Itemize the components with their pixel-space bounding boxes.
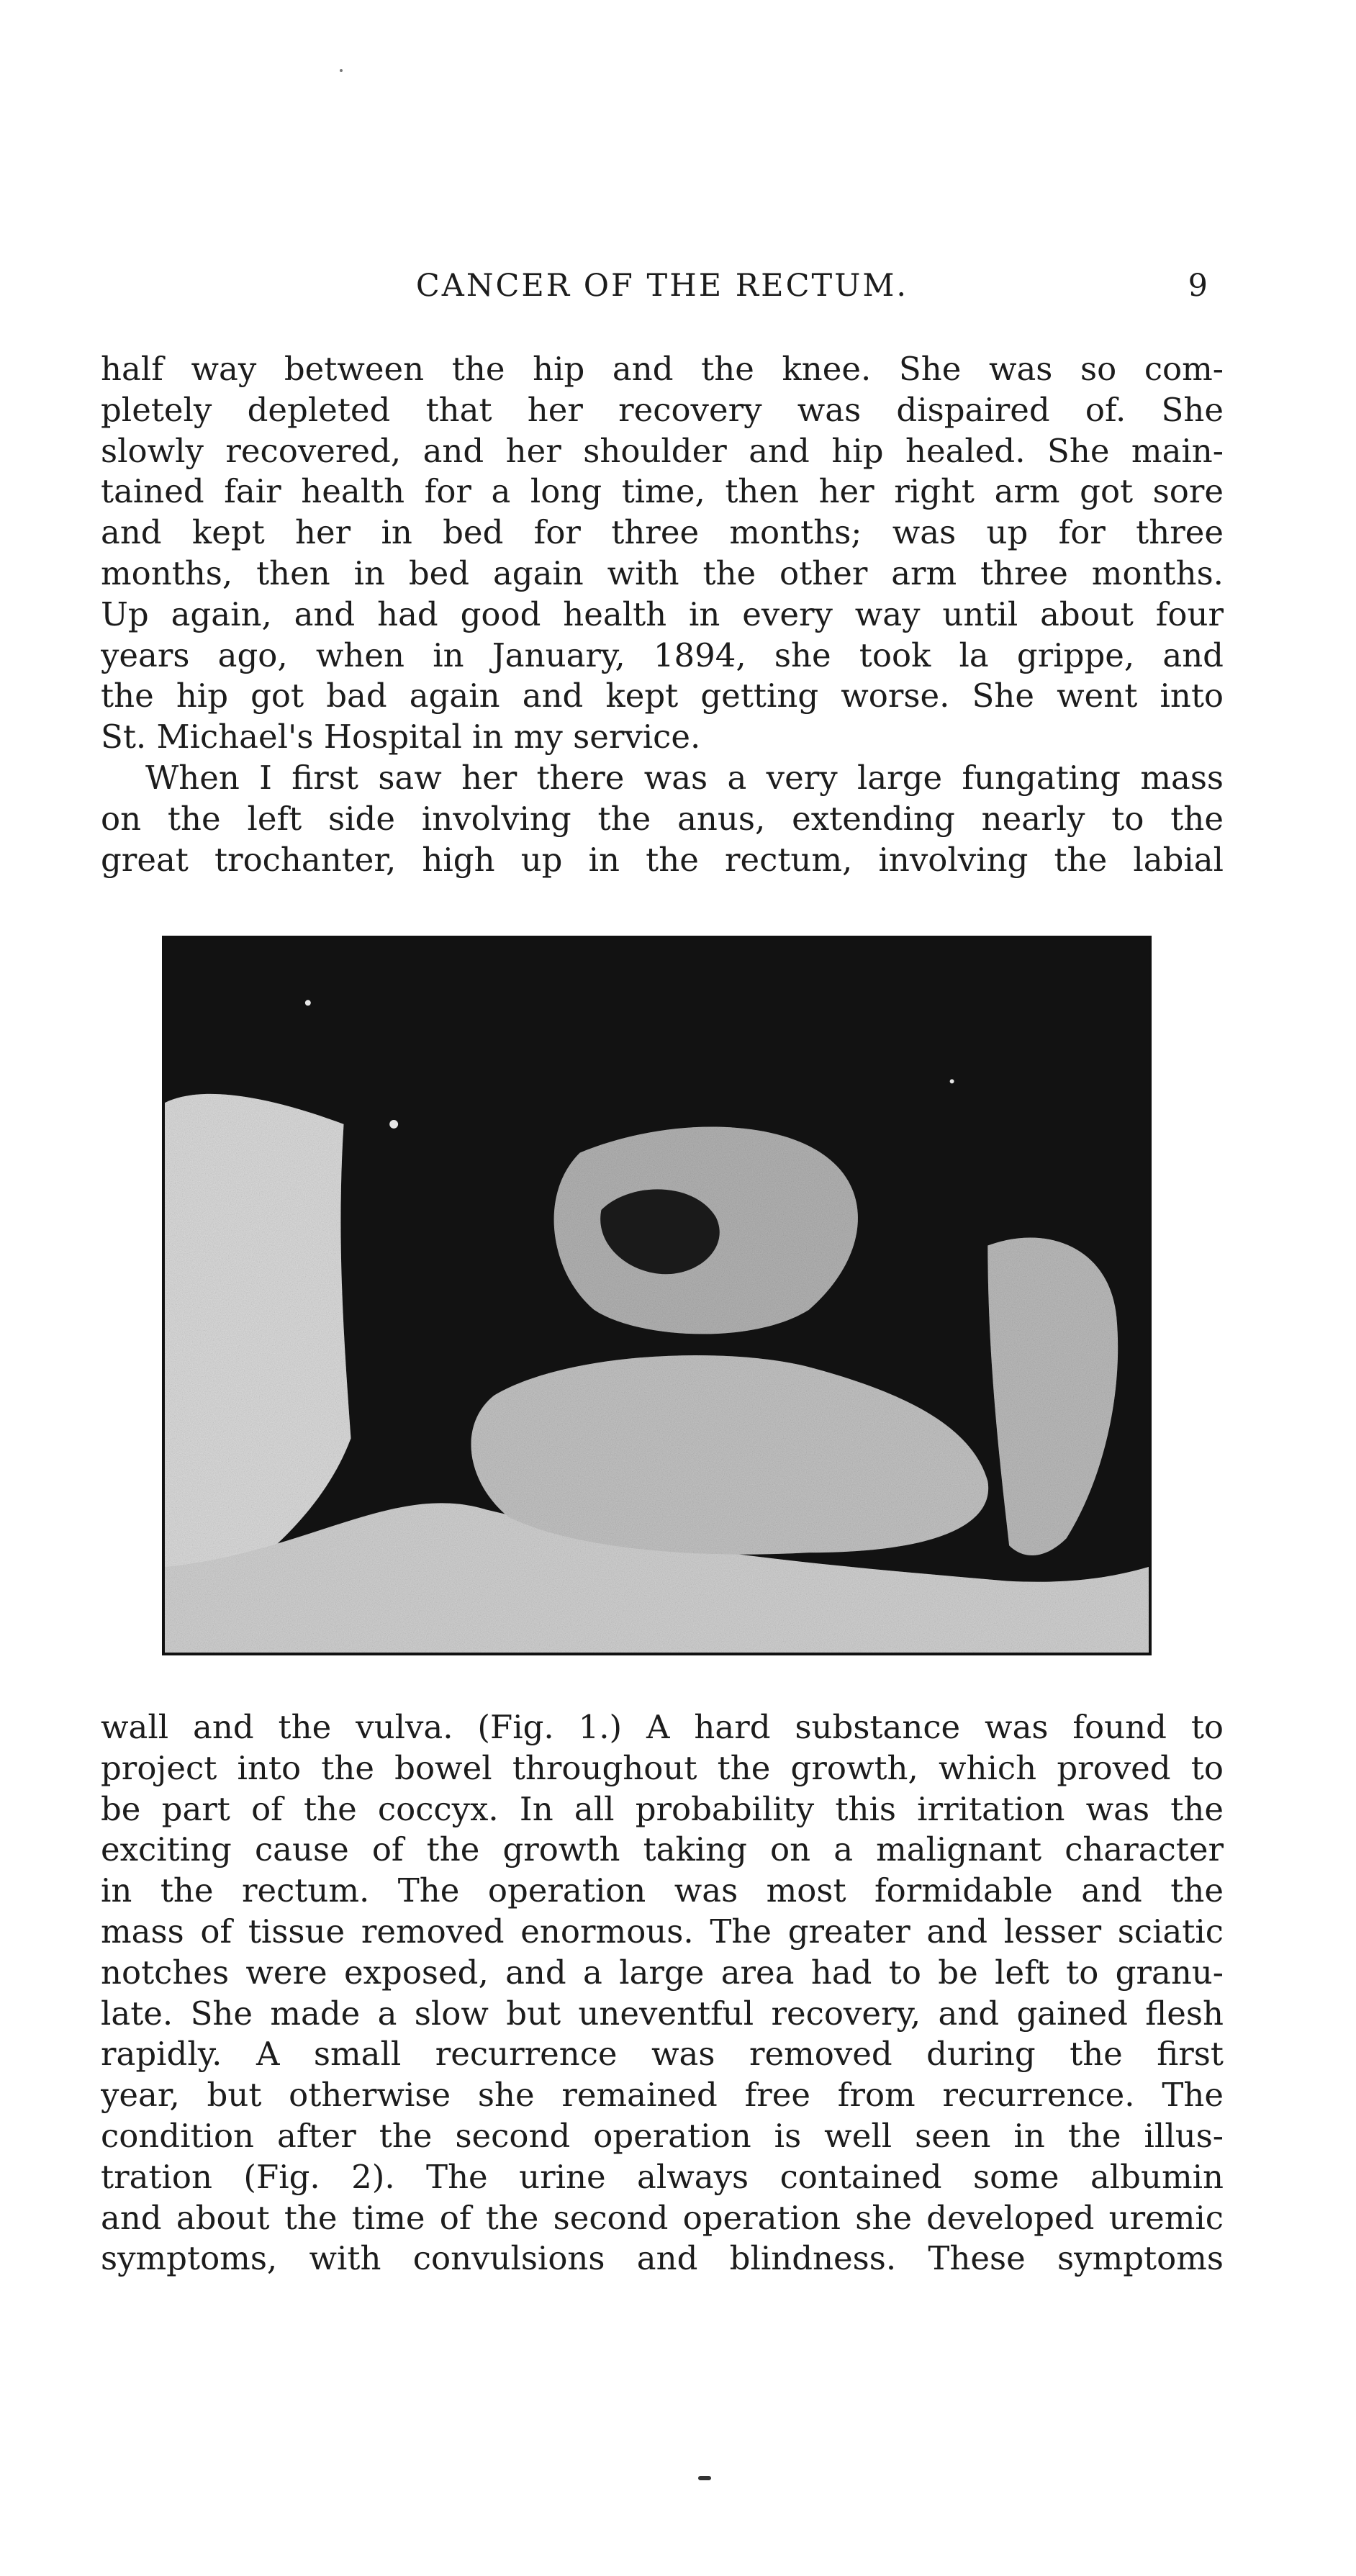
ink-mark (698, 2476, 711, 2480)
text-line: When I first saw her there was a very large fungating mass (145, 758, 1224, 797)
halftone-photo-graphic (165, 939, 1149, 1653)
text-line: exciting cause of the growth taking on a malignant character (101, 1830, 1224, 1869)
text-line: notches were exposed, and a large area had to be left to granu- (101, 1953, 1224, 1992)
highlight-speck (950, 1079, 954, 1083)
highlight-speck (305, 1000, 311, 1005)
text-line: mass of tissue removed enormous. The greater and lesser sciatic (101, 1912, 1224, 1951)
text-line: half way between the hip and the knee. She was so com- (101, 350, 1224, 388)
text-line: year, but otherwise she remained free from recurrence. The (101, 2076, 1224, 2115)
text-line: pletely depleted that her recovery was dispaired of. She (101, 390, 1224, 429)
running-title: CANCER OF THE RECTUM. (415, 268, 909, 304)
text-line: on the left side involving the anus, extending nearly to the (101, 799, 1224, 838)
text-line: and kept her in bed for three months; was up for three (101, 513, 1224, 552)
page-number: 9 (1188, 268, 1208, 304)
text-line: tration (Fig. 2). The urine always contained some albumin (101, 2157, 1224, 2196)
text-line: years ago, when in January, 1894, she took la grippe, and (101, 636, 1224, 674)
figure-1-photograph (162, 936, 1152, 1655)
text-line: months, then in bed again with the other arm three months. (101, 553, 1224, 592)
text-line: project into the bowel throughout the growth, which proved to (101, 1748, 1224, 1787)
text-line: condition after the second operation is well seen in the illus- (101, 2116, 1224, 2155)
text-line: be part of the coccyx. In all probability this irritation was the (101, 1789, 1224, 1828)
paragraph-2-start (101, 758, 1224, 880)
text-line: symptoms, with convulsions and blindness. These symptoms (101, 2239, 1224, 2278)
text-line: St. Michael's Hospital in my service. (101, 718, 701, 756)
text-block-upper (101, 349, 1224, 880)
running-header (101, 268, 1224, 308)
text-line: slowly recovered, and her shoulder and hip healed. She main- (101, 431, 1224, 470)
speck-mark (340, 69, 343, 72)
text-line: tained fair health for a long time, then her right arm got sore (101, 472, 1224, 511)
text-line: great trochanter, high up in the rectum, involving the labial (101, 840, 1224, 879)
paragraph-1 (101, 349, 1224, 758)
text-line: in the rectum. The operation was most formidable and the (101, 1871, 1224, 1910)
text-line: and about the time of the second operation she developed uremic (101, 2198, 1224, 2237)
text-line: wall and the vulva. (Fig. 1.) A hard substance was found to (101, 1708, 1224, 1746)
text-line: the hip got bad again and kept getting worse. She went into (101, 677, 1224, 715)
text-block-lower (101, 1707, 1224, 2279)
text-line: Up again, and had good health in every way until about four (101, 595, 1224, 633)
highlight-speck (389, 1120, 398, 1129)
text-line: rapidly. A small recurrence was removed during the first (101, 2035, 1224, 2074)
text-line: late. She made a slow but uneventful recovery, and gained flesh (101, 1994, 1224, 2033)
